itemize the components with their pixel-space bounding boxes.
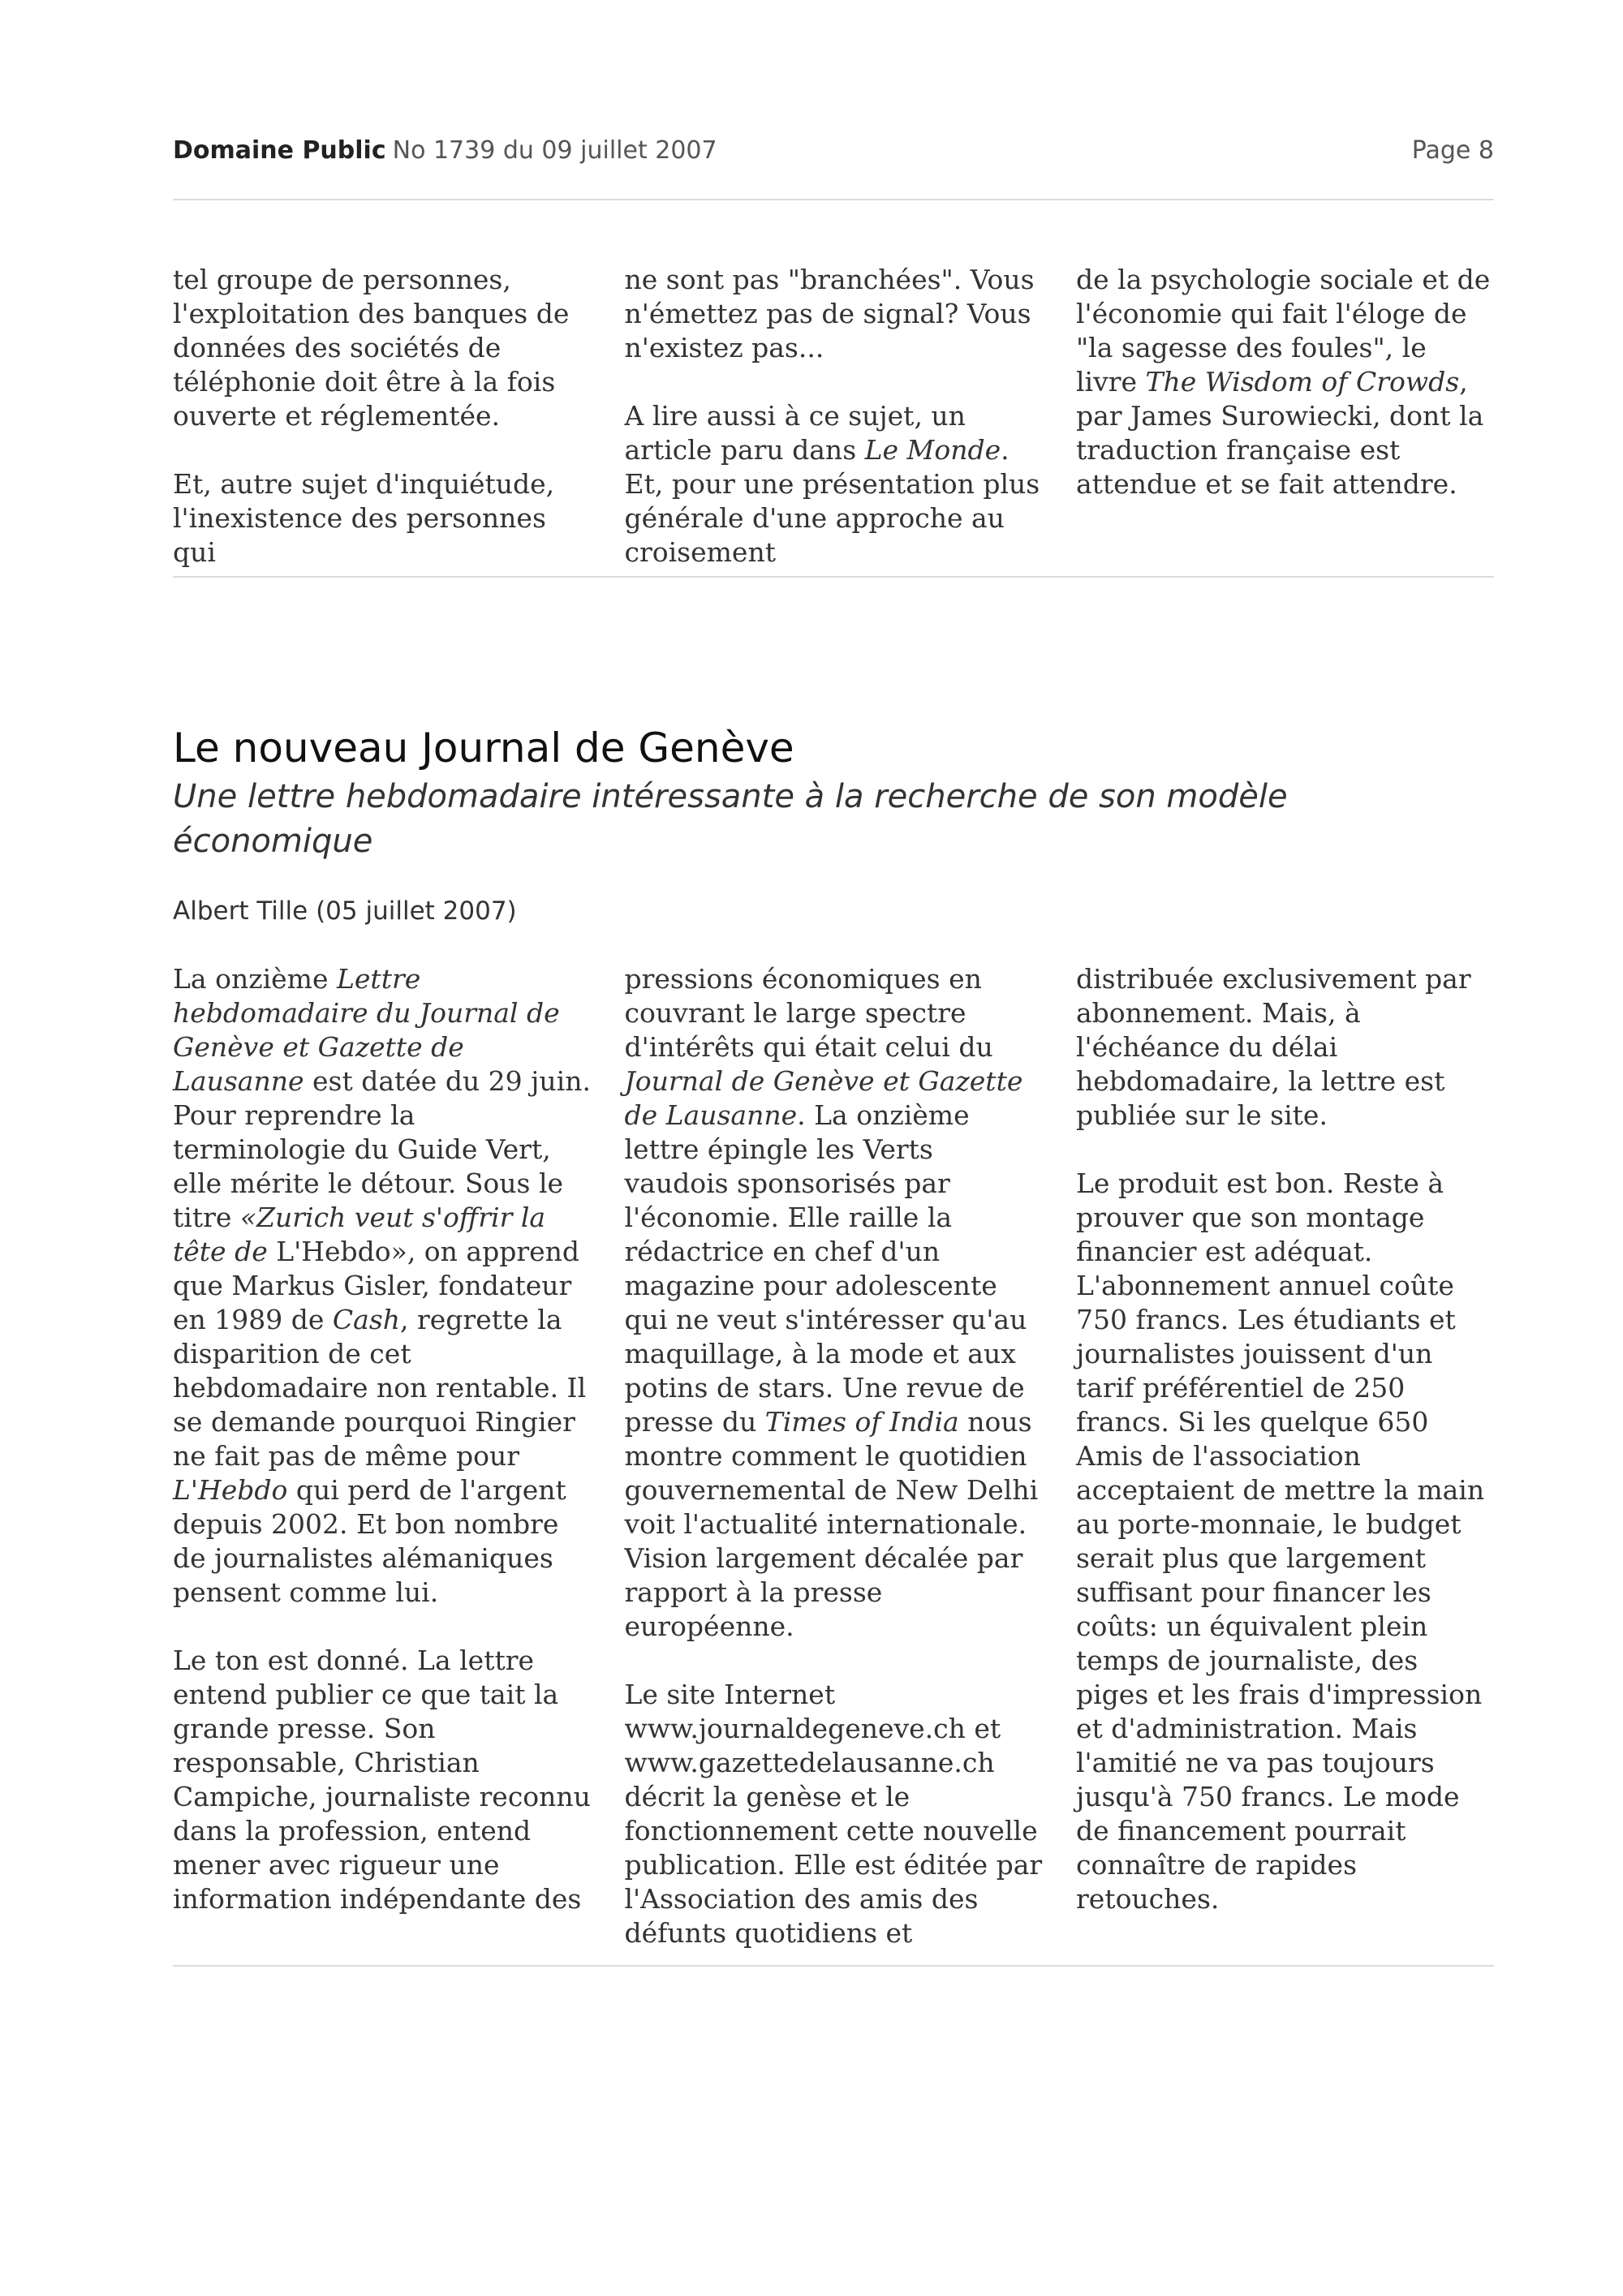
article-column-1 [173, 962, 591, 1950]
section-divider [173, 576, 1494, 578]
book-title: The Wisdom of Crowds [1145, 366, 1460, 398]
prev-article-column-1 [173, 263, 591, 570]
article-column-3 [1076, 962, 1494, 1950]
issue-info: No 1739 du 09 juillet 2007 [392, 136, 717, 165]
previous-article-continuation [173, 263, 1494, 570]
article-title: Le nouveau Journal de Genève [173, 724, 794, 772]
publication-reference: Le Monde [864, 434, 1001, 466]
page-number: Page 8 [1411, 136, 1494, 165]
paragraph: A lire aussi à ce sujet, un article paru dans Le Monde. Et, pour une présentation plus générale d'une approche au croisement [624, 400, 1040, 568]
paragraph: Le site Internet www.journaldegeneve.ch et www.gazettedelausanne.ch décrit la genèse et le fonctionnement cette nouvelle publication. Elle est éditée par l'Association des amis des défunts quotidiens et [624, 1679, 1043, 1949]
paragraph: pressions économiques en couvrant le large spectre d'intérêts qui était celui du Journal de Genève et Gazette de Lausanne. La onzième lettre épingle les Verts vaudois sponsorisés par l'économie. Elle raille la rédactrice en chef d'un magazine pour adolescente qui ne veut s'intéresser qu'au maquillage, à la mode et aux potins de stars. Une revue de presse du Times of India nous montre comment le quotidien gouvernemental de New Delhi voit l'actualité internationale. Vision largement décalée par rapport à la presse européenne. [624, 963, 1039, 1642]
paragraph: de la psychologie sociale et de l'économie qui fait l'éloge de "la sagesse des foules", le livre The Wisdom of Crowds, par James Surowiecki, dont la traduction française est attendue et se fait attendre. [1076, 264, 1491, 500]
article-column-2 [625, 962, 1043, 1950]
paragraph: distribuée exclusivement par abonnement. Mais, à l'échéance du délai hebdomadaire, la lettre est publiée sur le site. [1076, 963, 1471, 1131]
page-header [173, 136, 1494, 169]
paragraph: tel groupe de personnes, l'exploitation des banques de données des sociétés de téléphonie doit être à la fois ouverte et réglementée. [173, 264, 570, 432]
paragraph: Le produit est bon. Reste à prouver que son montage financier est adéquat. L'abonnement annuel coûte 750 francs. Les étudiants et journalistes jouissent d'un tarif préférentiel de 250 francs. Si les quelque 650 Amis de l'association acceptaient de mettre la main au porte-monnaie, le budget serait plus que largement suffisant pour financer les coûts: un équivalent plein temps de journaliste, des piges et les frais d'impression et d'administration. Mais l'amitié ne va pas toujours jusqu'à 750 francs. Le mode de financement pourrait connaître de rapides retouches. [1076, 1167, 1485, 1915]
paragraph: ne sont pas "branchées". Vous n'émettez pas de signal? Vous n'existez pas... [624, 264, 1035, 363]
article-subtitle: Une lettre hebdomadaire intéressante à la recherche de son modèle économique [173, 778, 1288, 860]
prev-article-column-3 [1076, 263, 1494, 570]
paragraph: Et, autre sujet d'inquiétude, l'inexistence des personnes qui [173, 468, 555, 568]
footer-divider [173, 1965, 1494, 1967]
publication-name: Domaine Public [173, 136, 386, 165]
article-byline: Albert Tille (05 juillet 2007) [173, 896, 517, 926]
paragraph: La onzième Lettre hebdomadaire du Journal de Genève et Gazette de Lausanne est datée du 29 juin. Pour reprendre la terminologie du Guide Vert, elle mérite le détour. Sous le titre «Zurich veut s'offrir la tête de L'Hebdo», on apprend que Markus Gisler, fondateur en 1989 de Cash, regrette la disparition de cet hebdomadaire non rentable. Il se demande pourquoi Ringier ne fait pas de même pour L'Hebdo qui perd de l'argent depuis 2002. Et bon nombre de journalistes alémaniques pensent comme lui. [173, 963, 591, 1608]
paragraph: Le ton est donné. La lettre entend publier ce que tait la grande presse. Son responsable, Christian Campiche, journaliste reconnu dans la profession, entend mener avec rigueur une information indépendante des [173, 1645, 591, 1915]
article-body [173, 962, 1494, 1950]
header-divider [173, 199, 1494, 200]
prev-article-column-2 [625, 263, 1043, 570]
